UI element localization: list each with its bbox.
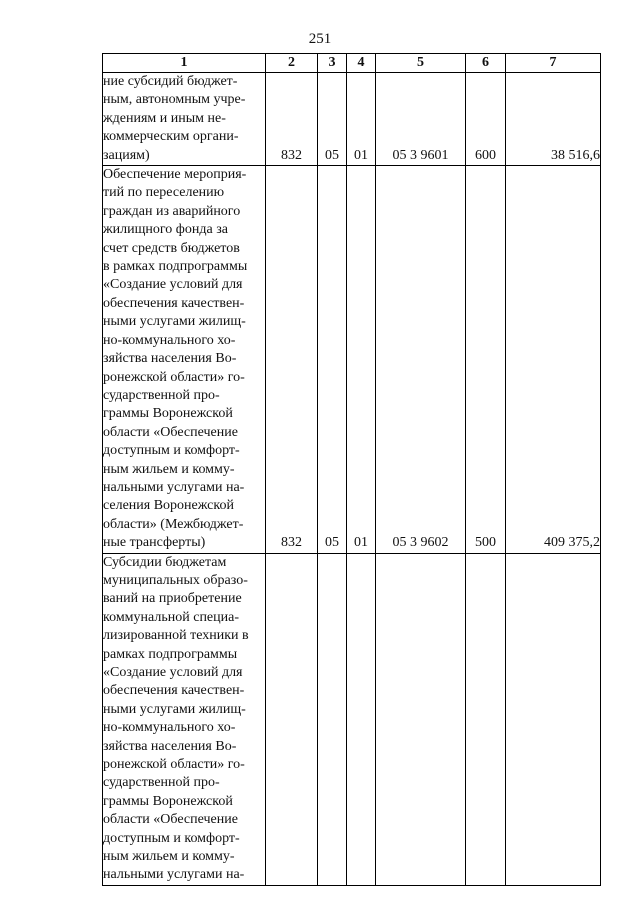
- description-line: Обеспечение мероприя-: [103, 167, 247, 183]
- description-line: граждан из аварийного: [103, 203, 241, 219]
- cell-code-5: [376, 553, 466, 885]
- description-line: «Создание условий для: [103, 277, 243, 293]
- col-header-3: 3: [318, 54, 347, 73]
- description-line: счет средств бюджетов: [103, 240, 240, 256]
- description-line: жилищного фонда за: [103, 222, 228, 238]
- description-line: ронежской области» го-: [103, 369, 245, 385]
- description-line: коммерческим органи-: [103, 129, 239, 145]
- description-line: ными услугами жилищ-: [103, 701, 246, 717]
- row-description: [103, 553, 266, 885]
- col-header-5: 5: [376, 54, 466, 73]
- page-number: 251: [308, 31, 332, 47]
- description-line: ронежской области» го-: [103, 757, 245, 773]
- description-line: граммы Воронежской: [103, 406, 233, 422]
- col-header-6: 6: [466, 54, 506, 73]
- cell-code-4: 01: [347, 166, 376, 554]
- table-row: [103, 553, 601, 885]
- description-line: коммунальной специа-: [103, 609, 240, 625]
- cell-code-2: 832: [266, 73, 318, 166]
- description-line: обеспечения качествен-: [103, 683, 245, 699]
- budget-table: [102, 53, 601, 886]
- cell-code-3: 05: [318, 166, 347, 554]
- description-line: ным жильем и комму-: [103, 461, 235, 477]
- description-line: обеспечения качествен-: [103, 295, 245, 311]
- col-header-1: 1: [103, 54, 266, 73]
- description-line: ным жильем и комму-: [103, 849, 235, 865]
- header-row: [103, 54, 601, 73]
- description-line: зациям): [103, 147, 150, 163]
- description-line: области «Обеспечение: [103, 812, 238, 828]
- description-line: доступным и комфорт-: [103, 830, 240, 846]
- cell-code-6: 500: [466, 166, 506, 554]
- description-line: зяйства населения Во-: [103, 351, 237, 367]
- description-line: нальными услугами на-: [103, 867, 245, 883]
- description-line: области «Обеспечение: [103, 424, 238, 440]
- description-line: ные трансферты): [103, 535, 206, 551]
- cell-code-6: [466, 553, 506, 885]
- table-row: [103, 166, 601, 554]
- table-row: [103, 73, 601, 166]
- description-line: ными услугами жилищ-: [103, 314, 246, 330]
- cell-code-3: [318, 553, 347, 885]
- cell-code-2: [266, 553, 318, 885]
- cell-amount: 409 375,2: [506, 166, 601, 554]
- description-line: Субсидии бюджетам: [103, 554, 227, 570]
- description-line: ждениям и иным не-: [103, 110, 226, 126]
- col-header-4: 4: [347, 54, 376, 73]
- description-line: ным, автономным учре-: [103, 92, 246, 108]
- description-line: в рамках подпрограммы: [103, 259, 248, 275]
- description-line: рамках подпрограммы: [103, 646, 238, 662]
- row-description: [103, 73, 266, 166]
- cell-code-5: 05 3 9602: [376, 166, 466, 554]
- cell-code-5: 05 3 9601: [376, 73, 466, 166]
- description-line: лизированной техники в: [103, 628, 249, 644]
- description-line: но-коммунального хо-: [103, 720, 236, 736]
- description-line: «Создание условий для: [103, 665, 243, 680]
- description-line: сударственной про-: [103, 387, 220, 403]
- description-line: ваний на приобретение: [103, 591, 242, 607]
- cell-code-2: 832: [266, 166, 318, 554]
- cell-code-4: [347, 553, 376, 885]
- description-line: тий по переселению: [103, 185, 225, 201]
- description-line: нальными услугами на-: [103, 479, 245, 495]
- description-line: селения Воронежской: [103, 498, 234, 514]
- cell-amount: 38 516,6: [506, 73, 601, 166]
- description-line: граммы Воронежской: [103, 793, 233, 809]
- description-line: муниципальных образо-: [103, 572, 248, 588]
- description-line: сударственной про-: [103, 775, 220, 791]
- cell-code-4: 01: [347, 73, 376, 166]
- col-header-2: 2: [266, 54, 318, 73]
- description-line: области» (Межбюджет-: [103, 516, 244, 532]
- description-line: зяйства населения Во-: [103, 738, 237, 754]
- description-line: доступным и комфорт-: [103, 443, 240, 459]
- description-line: но-коммунального хо-: [103, 332, 236, 348]
- cell-code-6: 600: [466, 73, 506, 166]
- col-header-7: 7: [506, 54, 601, 73]
- cell-amount: [506, 553, 601, 885]
- row-description: [103, 166, 266, 554]
- cell-code-3: 05: [318, 73, 347, 166]
- description-line: ние субсидий бюджет-: [103, 74, 238, 89]
